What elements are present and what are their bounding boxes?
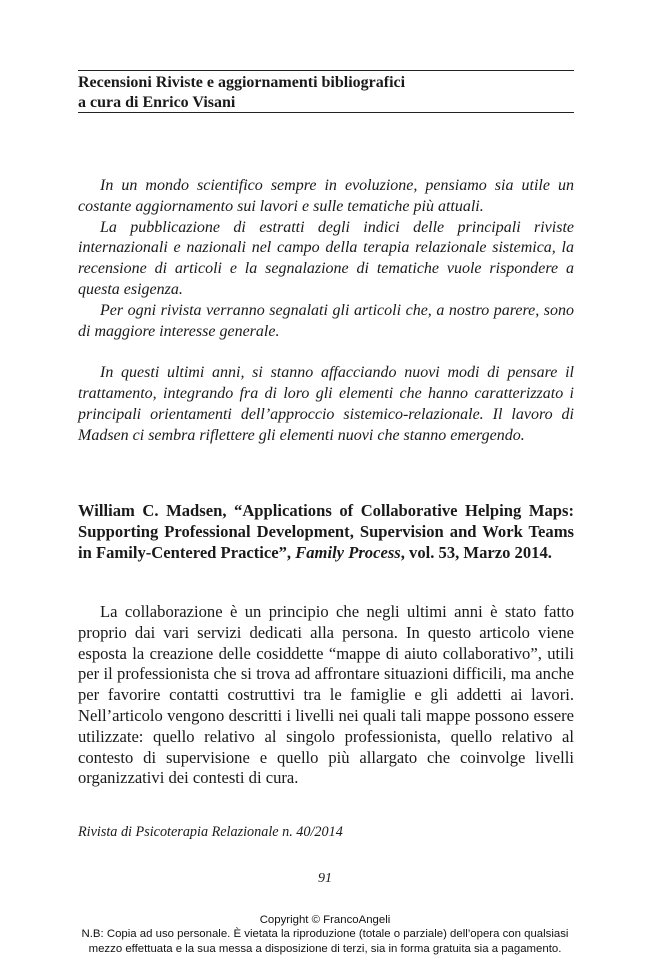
intro-paragraph-2: La pubblicazione di estratti degli indici delle principali riviste internazionali e nazionali nel campo della terapia relazionale sistemica, la recensione di articoli e la segnalazione di tematiche vuole rispondere a questa esigenza. (78, 218, 574, 298)
copyright-line: Copyright © FrancoAngeli (259, 914, 391, 926)
citation-separator: , (222, 501, 235, 520)
section-editor: a cura di Enrico Visani (78, 94, 236, 111)
header-bottom-rule (78, 112, 574, 113)
article-author: William C. Madsen (78, 501, 223, 520)
article-journal: Family Process (295, 542, 401, 562)
notice-line-1: N.B: Copia ad uso personale. È vietata la riproduzione (totale o parziale) dell’opera con qualsiasi (81, 928, 569, 941)
intro-paragraph-3: Per ogni rivista verranno segnalati gli articoli che, a nostro parere, sono di maggiore interesse generale. (78, 301, 574, 340)
article-citation (78, 501, 574, 563)
page-number: 91 (318, 871, 332, 886)
section-title: Recensioni Riviste e aggiornamenti bibliografici (78, 74, 406, 91)
copyright-notice (0, 913, 650, 956)
intro-paragraph-1: In un mondo scientifico sempre in evoluzione, pensiamo sia utile un costante aggiornamento sui lavori e sulle tematiche più attuali. (78, 177, 574, 215)
article-title: “Applications of Collaborative Helping Maps: Supporting Professional Development, Supervision and Work Teams in Family-Centered Practice”, (78, 501, 574, 562)
article-details: , vol. 53, Marzo 2014. (400, 542, 552, 562)
header-top-rule (78, 70, 574, 71)
intro-text (78, 176, 574, 446)
intro-paragraph-4: In questi ultimi anni, si stanno affacciando nuovi modi di pensare il trattamento, integrando fra di loro gli elementi che hanno caratterizzato i principali orientamenti dell’approccio sistemico-relazionale. Il lavoro di Madsen ci sembra riflettere gli elementi nuovi che stanno emergendo. (78, 364, 574, 444)
notice-line-2: mezzo effettuata e la sua messa a disposizione di terzi, sia in forma gratuita sia a pagamento. (88, 942, 562, 955)
section-header (78, 73, 574, 113)
journal-footer: Rivista di Psicoterapia Relazionale n. 40/2014 (78, 824, 343, 840)
article-summary: La collaborazione è un principio che negli ultimi anni è stato fatto proprio dai vari servizi dedicati alla persona. In questo articolo viene esposta la creazione delle cosiddette “mappe di aiuto collaborativo”, utili per il professionista che si trova ad affrontare situazioni difficili, ma anche per favorire contatti costruttivi tra le famiglie e gli addetti ai lavori. Nell’articolo vengono descritti i livelli nei quali tali mappe possono essere utilizzate: quello relativo al singolo professionista, quello relativo al contesto di supervisione e quello più allargato che coinvolge livelli organizzativi dei contesti di cura. (78, 602, 574, 788)
